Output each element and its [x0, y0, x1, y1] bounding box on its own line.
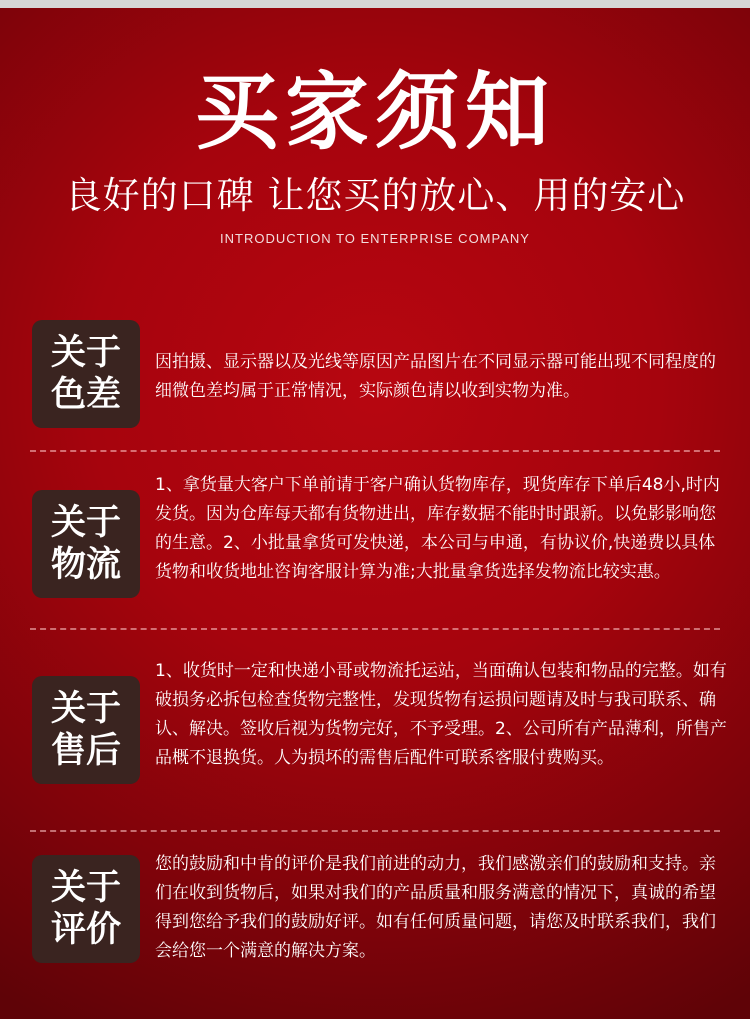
- section-text-after-sales: 1、收货时一定和快递小哥或物流托运站，当面确认包装和物品的完整。如有破损务必拆包检查货物完整性，发现货物有运损问题请及时与我司联系、确认、解决。签收后视为货物完好，不予受理。2、公司所有产品薄利，所售产品概不退换货。人为损坏的需售后配件可联系客服付费购买。: [155, 661, 727, 768]
- badge-line2: 色差: [50, 375, 121, 415]
- section-text-logistics: 1、拿货量大客户下单前请于客户确认货物库存，现货库存下单后48小,时内发货。因为仓库每天都有货物进出，库存数据不能时时跟新。以免影影响您的生意。2、小批量拿货可发快递，本公司与申通，有协议价,快递费以具体货物和收货地址咨询客服计算为准;大批量拿货选择发物流比较实惠。: [155, 475, 720, 582]
- page-title: 买家须知: [194, 63, 555, 161]
- badge-logistics: [32, 490, 140, 598]
- badge-line2: 评价: [50, 910, 121, 950]
- english-caption: INTRODUCTION TO ENTERPRISE COMPANY: [220, 231, 530, 246]
- badge-line1: 关于: [50, 503, 121, 543]
- badge-after-sales: [32, 676, 140, 784]
- top-bar: [0, 0, 750, 8]
- badge-line1: 关于: [50, 333, 121, 373]
- badge-color-difference: [32, 320, 140, 428]
- badge-line1: 关于: [50, 689, 121, 729]
- badge-line1: 关于: [50, 868, 121, 908]
- section-text-color-difference: 因拍摄、显示器以及光线等原因产品图片在不同显示器可能出现不同程度的细微色差均属于正常情况，实际颜色请以收到实物为准。: [155, 352, 716, 401]
- section-text-reviews: 您的鼓励和中肯的评价是我们前进的动力，我们感激亲们的鼓励和支持。亲们在收到货物后，如果对我们的产品质量和服务满意的情况下，真诚的希望得到您给予我们的鼓励好评。如有任何质量问题，请您及时联系我们，我们会给您一个满意的解决方案。: [155, 854, 716, 961]
- section-divider: [30, 450, 720, 452]
- badge-line2: 物流: [50, 545, 121, 585]
- badge-reviews: [32, 855, 140, 963]
- badge-line2: 售后: [50, 731, 121, 771]
- page-subtitle: 良好的口碑 让您买的放心、用的安心: [64, 174, 686, 217]
- section-divider: [30, 628, 720, 630]
- section-divider: [30, 830, 720, 832]
